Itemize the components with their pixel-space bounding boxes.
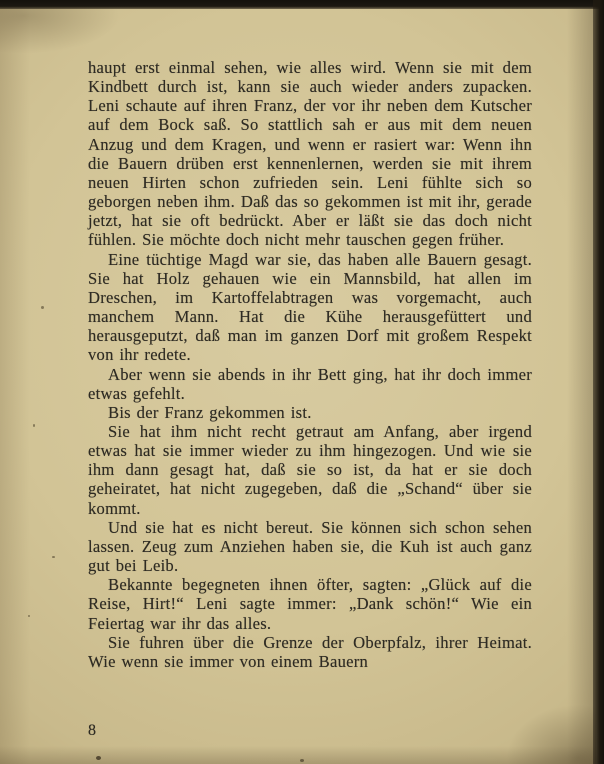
paragraph: Sie hat ihm nicht recht getraut am Anfang, aber irgend etwas hat sie immer wieder zu ihm hingezogen. Und wie sie ihm dann gesagt hat, daß sie so ist, da hat er sie doch geheiratet, hat nicht zugegeben, daß die „Schand“ über sie kommt. (88, 421, 532, 518)
paragraph: haupt erst einmal sehen, wie alles wird. Wenn sie mit dem Kindbett durch ist, kann sie auch wieder anders zupacken. Leni schaute auf ihren Franz, der vor ihr neben dem Kutscher auf dem Bock saß. So stattlich sah er aus mit dem neuen Anzug und dem Kragen, und wenn er rasiert war: Wenn ihn die Bauern drüben erst kennenlernen, werden sie mit ihrem neuen Hirten schon zufrieden sein. Leni fühlte sich so geborgen neben ihm. Daß das so gekommen ist mit ihr, gerade jetzt, hat sie oft bedrückt. Aber er läßt sie das doch nicht fühlen. Sie möchte doch nicht mehr tauschen gegen früher. (88, 58, 532, 250)
scan-edge-top (0, 0, 604, 9)
paragraph: Und sie hat es nicht bereut. Sie können sich schon sehen lassen. Zeug zum Anziehen haben sie, die Kuh ist auch ganz gut bei Leib. (88, 517, 532, 576)
paper-speck (96, 756, 101, 760)
paper-speck (28, 615, 30, 617)
paragraph: Bis der Franz gekommen ist. (108, 402, 312, 422)
scan-edge-right (593, 0, 604, 764)
page-number: 8 (88, 722, 96, 739)
scan-shadow-left (0, 0, 30, 764)
paragraph: Bekannte begegneten ihnen öfter, sagten: „Glück auf die Reise, Hirt!“ Leni sagte immer: „Dank schön!“ Wie ein Feiertag war ihr das alles. (88, 575, 532, 633)
page-body-text (88, 58, 532, 671)
scan-shadow-right (567, 0, 593, 764)
paragraph: Aber wenn sie abends in ihr Bett ging, hat ihr doch immer etwas gefehlt. (88, 364, 532, 403)
paragraph: Eine tüchtige Magd war sie, das haben alle Bauern gesagt. Sie hat Holz gehauen wie ein Mannsbild, hat allen im Dreschen, im Kartoffelabtragen was vorgemacht, auch manchem Mann. Hat die Kühe herausgefüttert und herausgeputzt, daß man im ganzen Dorf mit großem Respekt von ihr redete. (88, 249, 532, 365)
paper-smudge (0, 6, 120, 54)
paper-speck (33, 424, 35, 427)
paper-smudge (506, 704, 596, 764)
paragraph: Sie fuhren über die Grenze der Oberpfalz, ihrer Heimat. Wie wenn sie immer von einem Bauern (88, 632, 532, 671)
paper-speck (41, 306, 44, 309)
paper-speck (300, 759, 304, 762)
paper-speck (52, 556, 55, 558)
